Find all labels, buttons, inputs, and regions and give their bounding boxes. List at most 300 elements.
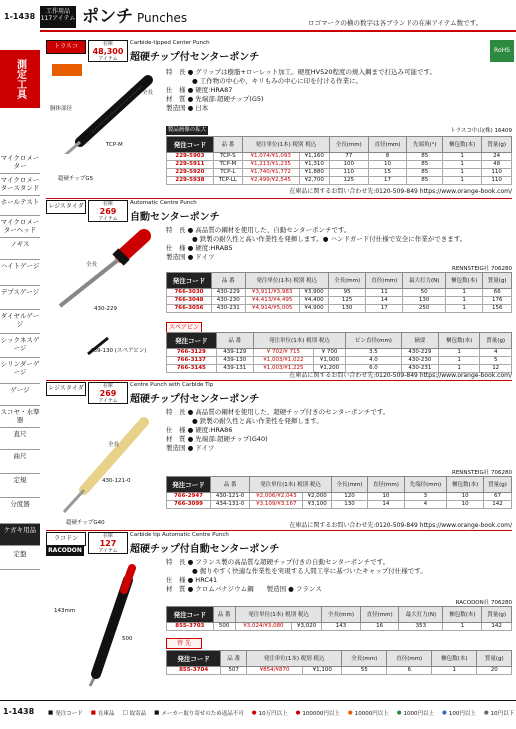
col-header: 質量(g) [477, 651, 512, 667]
product-table [166, 136, 512, 185]
sidebar-item[interactable]: 直尺 [0, 428, 40, 450]
sidebar-item[interactable]: ダイヤルゲージ [0, 310, 40, 334]
product-table [166, 476, 512, 509]
col-header: 発注単位(1本) 税別 税込 [247, 651, 342, 667]
product-table [166, 272, 512, 313]
sidebar-item[interactable]: マイクロメーターヘッド [0, 216, 40, 238]
col-header: 全長(mm) [342, 651, 387, 667]
col-header: 最大打力(N) [403, 273, 445, 289]
col-header: 梱包数(本) [445, 273, 483, 289]
col-header: 品 番 [213, 607, 235, 623]
cell: 55 [342, 667, 387, 675]
order-code[interactable]: 766-3030 [167, 289, 212, 297]
cell: 100 [329, 161, 368, 169]
table-header-row [167, 273, 512, 289]
part-number: 430-231 [211, 305, 245, 313]
sidebar-item[interactable]: ハイトゲージ [0, 260, 40, 286]
cell: 17 [366, 305, 403, 313]
product-block-racodon [46, 532, 512, 698]
legend-item: ● 100円以上 [442, 710, 476, 717]
stock-unit: アイテム [98, 398, 118, 404]
part-number: 430-230 [211, 297, 245, 305]
rohs-badge: RoHS [490, 40, 514, 62]
part-number: 500 [213, 623, 235, 631]
part-number: 439-129 [216, 349, 253, 357]
cell: 1 [445, 289, 483, 297]
col-header: 先端角(°) [407, 137, 443, 153]
price: ¥2,499/¥2,545 [242, 177, 299, 185]
legend-item: ■ 発注コード [48, 710, 83, 717]
replacement-tip-table [166, 650, 512, 675]
legend [48, 709, 514, 717]
col-header: 発注単位(1本) 税別 税込 [253, 333, 345, 349]
sidebar-item[interactable]: デプスゲージ [0, 286, 40, 310]
part-number: 439-131 [216, 365, 253, 373]
table-row[interactable] [167, 297, 512, 305]
contact-info[interactable]: 在庫品に関するお問い合わせ先:0120-509-849 https://www.orange-book.com/ [289, 522, 512, 529]
cell: 1 [443, 623, 482, 631]
footer-divider [0, 700, 516, 701]
cell: 156 [483, 305, 512, 313]
price-ref: ¥4,400 [299, 297, 328, 305]
table-row[interactable] [167, 501, 512, 509]
cell: 4 [404, 501, 447, 509]
spare-pin-tag: スペアピン [166, 322, 202, 333]
cell: 4.0 [346, 357, 402, 365]
maker-info: トラスコ中山(株) 16409 [450, 128, 512, 134]
col-header: 発注コード [167, 607, 214, 623]
spec-line: 製造国 ● 日本 [166, 104, 209, 112]
legend-mark: ● [396, 710, 402, 716]
col-header: 全長(mm) [329, 137, 368, 153]
price: ¥2,006/¥2,043 [250, 493, 303, 501]
col-header: 質量(g) [484, 477, 512, 493]
cell: 5 [480, 357, 512, 365]
stock-unit: アイテム [98, 56, 118, 62]
price-ref: ¥4,900 [299, 305, 328, 313]
cell: 50 [403, 289, 445, 297]
col-header: 梱包数(本) [443, 137, 482, 153]
cell: 11 [366, 289, 403, 297]
stock-label: 在庫 [102, 383, 113, 389]
col-header: 梱包数(本) [443, 607, 482, 623]
sidebar-active-category[interactable]: 測定工具 [0, 50, 40, 108]
product-title: 超硬チップ付センターポンチ [130, 394, 260, 405]
col-header: 最大打力(N) [399, 607, 443, 623]
order-code[interactable]: 766-3099 [167, 501, 211, 509]
price: ¥3,024/¥3,080 [235, 623, 291, 631]
cell: 1 [438, 349, 480, 357]
product-image-tag: 製品画像の拡大 [167, 127, 207, 133]
order-code[interactable]: 766-3129 [167, 349, 217, 357]
table-row[interactable] [167, 623, 512, 631]
stock-label: 在庫 [102, 41, 113, 47]
image-label: 430-229 [94, 306, 117, 312]
cell: 125 [329, 297, 366, 305]
legend-mark: ● [347, 710, 353, 716]
price-ref: ¥3,100 [303, 501, 331, 509]
sidebar-item[interactable]: シックネスゲージ [0, 334, 40, 358]
spec-line: 特 長 ● 高品質の鋼材を使用した、超硬チップ付きのセンターポンチです。 [166, 408, 390, 416]
product-specs [166, 226, 466, 262]
section-divider [46, 380, 512, 381]
legend-item: ● 10円以下 [483, 710, 515, 717]
table-row[interactable] [167, 493, 512, 501]
table-row[interactable] [167, 177, 512, 185]
order-code[interactable]: 766-3048 [167, 297, 212, 305]
stock-count: 127 [99, 539, 117, 548]
price: ¥854/¥870 [247, 667, 303, 675]
part-number: 434-131-0 [210, 501, 249, 509]
cell: 1 [443, 177, 482, 185]
cell: 10 [368, 161, 407, 169]
cell: 1 [443, 161, 482, 169]
cell: 3 [404, 493, 447, 501]
col-header: 品 番 [216, 333, 253, 349]
spec-line: 製造国 ● ドイツ [166, 253, 215, 261]
col-header: 発注単位(1本) 税別 税込 [250, 477, 332, 493]
sidebar-item[interactable]: 分度器 [0, 498, 40, 524]
price-ref: ¥1,160 [299, 153, 329, 161]
page-title-jp: ポンチ [82, 7, 133, 27]
cell: 1 [432, 667, 477, 675]
stock-badge [88, 532, 128, 554]
col-header: 質量(g) [480, 333, 512, 349]
price: ¥1,074/¥1,093 [242, 153, 299, 161]
cell: 250 [403, 305, 445, 313]
price-ref: ¥1,200 [313, 365, 345, 373]
order-code[interactable]: 229-5911 [167, 161, 214, 169]
stock-badge [88, 40, 128, 62]
col-header: 品 番 [221, 651, 247, 667]
col-header: 発注単位(1本) 税別 税込 [235, 607, 322, 623]
cell: 16 [360, 623, 399, 631]
image-label: TCP-M [106, 142, 123, 148]
col-header: 発注コード [167, 333, 217, 349]
cell: 6.0 [346, 365, 402, 373]
sidebar-item-selected[interactable]: ケガキ用品 [0, 524, 40, 546]
price-ref: ¥2,700 [299, 177, 329, 185]
price-ref: ¥1,880 [299, 169, 329, 177]
stock-label: 在庫 [102, 533, 113, 539]
header-note: ロゴマークの横の数字は各ブランドの在庫アイテム数です。 [308, 19, 483, 27]
table-row[interactable] [167, 169, 512, 177]
spec-line: 材 質 ● クロムバナジウム鋼 製造国 ● フランス [166, 585, 322, 593]
product-title: 超硬チップ付センターポンチ [130, 52, 260, 63]
stock-count: 48,300 [92, 47, 124, 56]
col-header: 品 番 [210, 477, 249, 493]
col-header: 直径(mm) [368, 137, 407, 153]
cell: 130 [403, 297, 445, 305]
image-label: 500 [122, 636, 133, 642]
sidebar-item[interactable]: ノギス [0, 238, 40, 260]
header-divider [40, 30, 516, 32]
spec-line: ● 握りやすく快適な作業性を実現する人間工学に基づいたキャップ付仕様です。 [166, 567, 427, 575]
cell: 67 [484, 493, 512, 501]
legend-mark: ■ [48, 710, 54, 716]
price: ¥4,413/¥4,495 [245, 297, 299, 305]
cell: 12 [480, 365, 512, 373]
spec-line: 材 質 ● 先端部:超硬チップ(G40) [166, 435, 268, 443]
sidebar-item[interactable]: マイクロメータースタンド [0, 174, 40, 196]
order-code[interactable]: 766-3137 [167, 357, 217, 365]
contact-info[interactable]: 在庫品に関するお問い合わせ先:0120-509-849 https://www.orange-book.com/ [289, 372, 512, 379]
spec-line: ● 工作物の中心や、キリもみの中心に印を付ける作業に。 [166, 77, 363, 85]
col-header: 直径(mm) [387, 651, 432, 667]
spec-line: ● 鉄製の耐久性と高い作業性を発揮します。 [166, 417, 323, 425]
order-code[interactable]: 766-2947 [167, 493, 211, 501]
product-eng-name: Carbide-tipped Center Punch [130, 40, 210, 46]
product-block-trusco [46, 40, 512, 195]
product-block-rennsteig-carbide [46, 382, 512, 529]
cell: 1 [445, 305, 483, 313]
replacement-tip-tag: 替 先 [166, 638, 202, 649]
col-header: 発注コード [167, 477, 211, 493]
order-code[interactable]: 855-3703 [167, 623, 214, 631]
cell: 1 [438, 357, 480, 365]
legend-mark: ● [295, 710, 301, 716]
section-divider [46, 198, 512, 199]
image-label: 超硬チップG5 [58, 176, 94, 182]
cell: 24 [482, 153, 512, 161]
col-header: 発注コード [167, 651, 221, 667]
price-ref: ¥3,020 [292, 623, 322, 631]
legend-mark: □ [122, 710, 128, 716]
order-code[interactable]: 766-3056 [167, 305, 212, 313]
price: ¥1,003/¥1,225 [253, 365, 313, 373]
punch-image-carbide [56, 408, 156, 518]
stock-count: 269 [99, 389, 117, 398]
cell: 10 [447, 501, 484, 509]
sidebar-item[interactable]: マイクロメーター [0, 152, 40, 174]
col-header: 梱包数(本) [447, 477, 484, 493]
cell: 110 [329, 169, 368, 177]
cell: 110 [482, 177, 512, 185]
brand-label: ラコドン [46, 532, 86, 546]
legend-item: ■ 在庫品 [90, 710, 115, 717]
category-badge: 工作用品 117アイテム [40, 6, 76, 28]
legend-item: ● 100000円以上 [295, 710, 340, 717]
part-number: 430-229 [211, 289, 245, 297]
col-header: 品 番 [213, 137, 242, 153]
table-row[interactable] [167, 357, 512, 365]
punch-image-auto [52, 226, 160, 358]
page-number-bottom: 1-1438 [3, 707, 35, 716]
page-number-top: 1-1438 [4, 12, 36, 21]
cell: 6 [387, 667, 432, 675]
table-row[interactable] [167, 161, 512, 169]
product-eng-name: Centre Punch with Carbide Tip [130, 382, 214, 388]
order-code[interactable]: 855-3704 [167, 667, 221, 675]
col-header: 質量(g) [482, 137, 512, 153]
stock-count: 269 [99, 207, 117, 216]
product-specs [166, 68, 436, 113]
price-ref: ¥1,100 [303, 667, 342, 675]
sidebar-item[interactable]: シリンダーゲージ [0, 358, 40, 384]
legend-item: ● 10000円以上 [347, 710, 389, 717]
col-header: 梱包数(本) [432, 651, 477, 667]
order-code[interactable]: 229-5920 [167, 169, 214, 177]
cell: 14 [368, 501, 404, 509]
legend-mark: ● [483, 710, 489, 716]
table-header-row [167, 137, 512, 153]
sidebar-item[interactable]: スコヤ・水準器 [0, 406, 40, 428]
cell: 85 [407, 177, 443, 185]
cell: 1 [443, 153, 482, 161]
sidebar-item[interactable]: 定規 [0, 474, 40, 498]
maker-info: RENNSTEIG社 706280 [452, 266, 512, 272]
stock-badge [88, 200, 128, 222]
product-eng-name: Carbide tip Automatic Centre Punch [130, 532, 229, 538]
spec-line: 仕 様 ● 硬度:HRAB5 [166, 244, 233, 252]
col-header: 全長(mm) [329, 273, 366, 289]
maker-info: RACODON社 706280 [455, 600, 512, 606]
price: ¥4,914/¥5,005 [245, 305, 299, 313]
cell: 10 [368, 493, 404, 501]
spec-line: 仕 様 ● 硬度:HRA87 [166, 86, 233, 94]
cell: 143 [322, 623, 361, 631]
table-row[interactable] [167, 153, 512, 161]
legend-item: ● 1000円以上 [396, 710, 435, 717]
page-title [82, 2, 187, 27]
cell: 1 [438, 365, 480, 373]
cell: 110 [482, 169, 512, 177]
punch-image-racodon [74, 560, 154, 700]
image-label: 全長 [86, 262, 98, 268]
col-header: 質量(g) [482, 607, 512, 623]
col-header: 全長(mm) [331, 477, 367, 493]
col-header: 先端径(mm) [404, 477, 447, 493]
col-header: 直径(mm) [368, 477, 404, 493]
cell: 85 [407, 153, 443, 161]
part-number: TCP-L [213, 169, 242, 177]
table-row[interactable] [167, 305, 512, 313]
col-header: 品 番 [211, 273, 245, 289]
col-header: 質量(g) [483, 273, 512, 289]
legend-item: ■ メーカー取り寄せのため返品不可 [154, 710, 244, 717]
brand-logo: レジスタイダ [46, 382, 86, 396]
table-header-row [167, 651, 512, 667]
product-block-rennsteig-auto [46, 200, 512, 379]
legend-mark: ■ [154, 710, 160, 716]
table-row[interactable] [167, 667, 512, 675]
col-header: 直径(mm) [366, 273, 403, 289]
legend-mark: ● [442, 710, 447, 716]
image-label: 143mm [54, 608, 76, 614]
image-label: 胴体部径 [50, 106, 73, 112]
part-number: TCP-M [213, 161, 242, 169]
product-title: 自動センターポンチ [130, 212, 220, 223]
price: ¥1,213/¥1,235 [242, 161, 299, 169]
image-label: 439-130 (スペアピン) [90, 348, 147, 354]
maker-info: RENNSTEIG社 706280 [452, 470, 512, 476]
col-header: ピン直径(mm) [346, 333, 402, 349]
cell: 430-229 [401, 349, 438, 357]
col-header: 梱包数(本) [438, 333, 480, 349]
stock-unit: アイテム [98, 548, 118, 554]
stock-unit: アイテム [98, 216, 118, 222]
cell: 130 [331, 501, 367, 509]
cell: 142 [484, 501, 512, 509]
cell: 120 [331, 493, 367, 501]
cell: 125 [329, 177, 368, 185]
col-header: 発注コード [167, 273, 212, 289]
price-ref: ¥1,310 [299, 161, 329, 169]
sidebar-item[interactable]: ホールテスト [0, 196, 40, 216]
sidebar-item[interactable]: 曲尺 [0, 450, 40, 474]
legend-mark: ● [251, 710, 257, 716]
table-row[interactable] [167, 349, 512, 357]
order-code[interactable]: 229-5903 [167, 153, 214, 161]
stock-badge [88, 382, 128, 404]
col-header: 全長(mm) [322, 607, 361, 623]
sidebar [0, 40, 40, 580]
sidebar-item[interactable]: ゲージ [0, 384, 40, 406]
cell: 4 [480, 349, 512, 357]
spec-line: 特 長 ● グリップは樹脂+ローレット加工。硬度HV520程度の焼入鋼まで打込み可能です。 [166, 68, 437, 76]
brand-logo: RACODON [46, 546, 84, 556]
legend-item: ● 10万円以上 [251, 710, 288, 717]
cell: 130 [329, 305, 366, 313]
col-header: 発注単位(1本) 税別 税込 [242, 137, 329, 153]
order-code[interactable]: 766-3145 [167, 365, 217, 373]
price-ref: ¥ 700 [313, 349, 345, 357]
part-number: TCP-LL [213, 177, 242, 185]
image-label: 超硬チップG40 [66, 520, 105, 526]
spec-line: 特 長 ● フランス製の高品質な超硬チップ付きの自動センターポンチです。 [166, 558, 390, 566]
cell: 14 [366, 297, 403, 305]
table-header-row [167, 477, 512, 493]
product-title: 超硬チップ付自動センターポンチ [130, 544, 280, 555]
col-header: 発注コード [167, 137, 214, 153]
part-number: 430-121-0 [210, 493, 249, 501]
price: ¥1,003/¥1,022 [253, 357, 313, 365]
cell: 17 [368, 177, 407, 185]
legend-mark: ■ [90, 710, 96, 716]
cell: 66 [483, 289, 512, 297]
brand-logo: トラスコ [46, 40, 86, 54]
image-label: 全長 [108, 442, 120, 448]
cell: 142 [482, 623, 512, 631]
table-header-row [167, 607, 512, 623]
spec-line: 仕 様 ● HRC41 [166, 576, 218, 584]
price: ¥1,740/¥1,772 [242, 169, 299, 177]
image-label: 430-121-0 [102, 478, 131, 484]
table-row[interactable] [167, 289, 512, 297]
cell: 176 [483, 297, 512, 305]
contact-info[interactable]: 在庫品に関するお問い合わせ先:0120-509-849 https://www.orange-book.com/ [289, 188, 512, 195]
spec-line: 仕 様 ● 硬度:HRA86 [166, 426, 233, 434]
page-title-en: Punches [137, 11, 188, 25]
col-header: 摘要 [401, 333, 438, 349]
image-label: 全長 [142, 90, 154, 96]
spec-line: ● 鉄製の耐久性と高い作業性を発揮します。● ハンドガード付仕様で安全に作業ができます。 [166, 235, 467, 243]
table-header-row [167, 333, 512, 349]
spare-pin-table [166, 332, 512, 373]
cell: 85 [407, 169, 443, 177]
price: ¥3,109/¥3,167 [250, 501, 303, 509]
cell: 20 [477, 667, 512, 675]
sidebar-item[interactable]: 定盤 [0, 548, 40, 570]
cell: 15 [368, 169, 407, 177]
product-specs [166, 558, 427, 594]
product-specs [166, 408, 389, 453]
product-eng-name: Automatic Centre Punch [130, 200, 197, 206]
price-ref: ¥1,000 [313, 357, 345, 365]
cell: 95 [329, 289, 366, 297]
order-code[interactable]: 229-5938 [167, 177, 214, 185]
cell: 3.5 [346, 349, 402, 357]
